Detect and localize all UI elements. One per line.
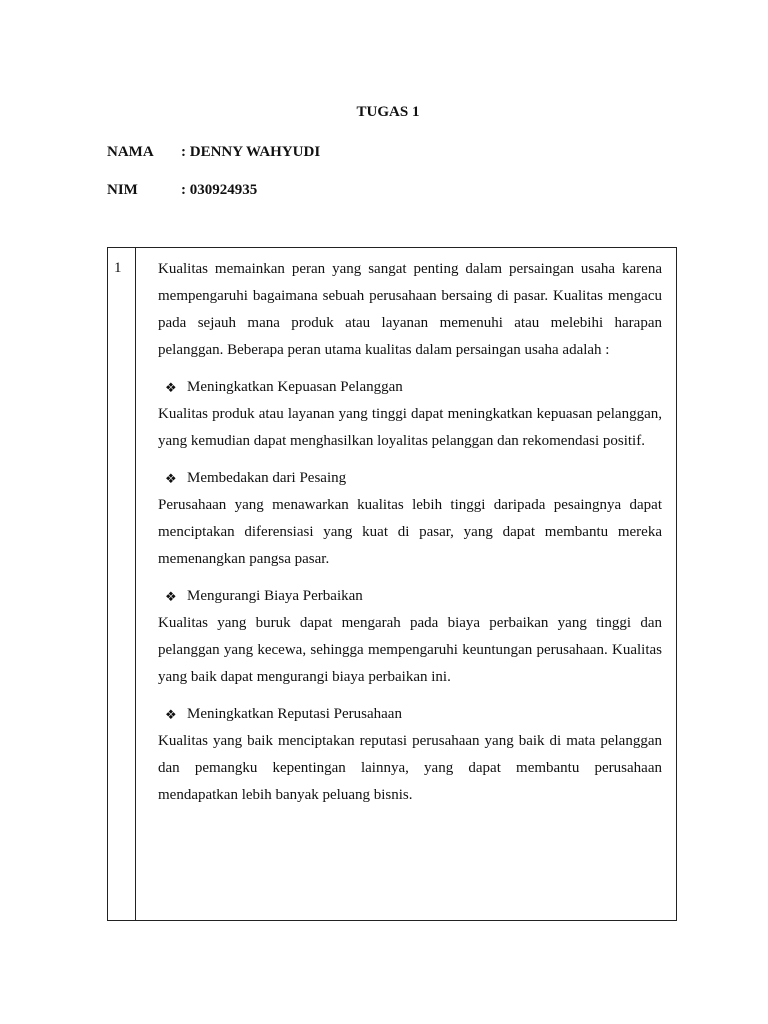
section-heading-row xyxy=(158,583,662,610)
section-heading: Membedakan dari Pesaing xyxy=(187,470,347,486)
section-heading: Meningkatkan Reputasi Perusahaan xyxy=(187,706,402,722)
section-heading: Meningkatkan Kepuasan Pelanggan xyxy=(187,379,403,395)
nama-row xyxy=(107,144,320,161)
nama-label: NAMA xyxy=(107,144,154,160)
question-number: 1 xyxy=(114,260,122,276)
diamond-bullet-icon: ❖ xyxy=(165,707,177,722)
nama-value: : DENNY WAHYUDI xyxy=(181,144,321,160)
section-body: Kualitas yang buruk dapat mengarah pada biaya perbaikan yang tinggi dan pelanggan yang kecewa, sehingga mempengaruhi keuntungan perusahaan. Kualitas yang baik dapat mengurangi biaya perbaikan ini. xyxy=(158,615,662,685)
diamond-bullet-icon: ❖ xyxy=(165,380,177,395)
nim-label: NIM xyxy=(107,182,138,198)
answer-content xyxy=(158,256,662,809)
section-heading-row xyxy=(158,465,662,492)
section-body: Kualitas produk atau layanan yang tinggi dapat meningkatkan kepuasan pelanggan, yang kemudian dapat menghasilkan loyalitas pelanggan dan rekomendasi positif. xyxy=(158,406,662,449)
section-reputasi xyxy=(158,701,662,809)
section-body: Perusahaan yang menawarkan kualitas lebih tinggi daripada pesaingnya dapat menciptakan diferensiasi yang kuat di pasar, yang dapat membantu mereka memenangkan pangsa pasar. xyxy=(158,497,662,567)
table-column-divider xyxy=(135,247,136,921)
diamond-bullet-icon: ❖ xyxy=(165,471,177,486)
section-heading-row xyxy=(158,374,662,401)
section-kepuasan xyxy=(158,374,662,455)
section-pesaing xyxy=(158,465,662,573)
intro-paragraph: Kualitas memainkan peran yang sangat penting dalam persaingan usaha karena mempengaruhi bagaimana sebuah perusahaan bersaing di pasar. Kualitas mengacu pada sejauh mana produk atau layanan memenuhi atau melebihi harapan pelanggan. Beberapa peran utama kualitas dalam persaingan usaha adalah : xyxy=(158,261,662,358)
document-title: TUGAS 1 xyxy=(356,104,420,120)
nim-value: : 030924935 xyxy=(181,182,258,198)
diamond-bullet-icon: ❖ xyxy=(165,589,177,604)
section-heading: Mengurangi Biaya Perbaikan xyxy=(187,588,363,604)
section-body: Kualitas yang baik menciptakan reputasi perusahaan yang baik di mata pelanggan dan pemangku kepentingan lainnya, yang dapat membantu perusahaan mendapatkan lebih banyak peluang bisnis. xyxy=(158,733,662,803)
section-biaya xyxy=(158,583,662,691)
section-heading-row xyxy=(158,701,662,728)
nim-row xyxy=(107,182,257,199)
